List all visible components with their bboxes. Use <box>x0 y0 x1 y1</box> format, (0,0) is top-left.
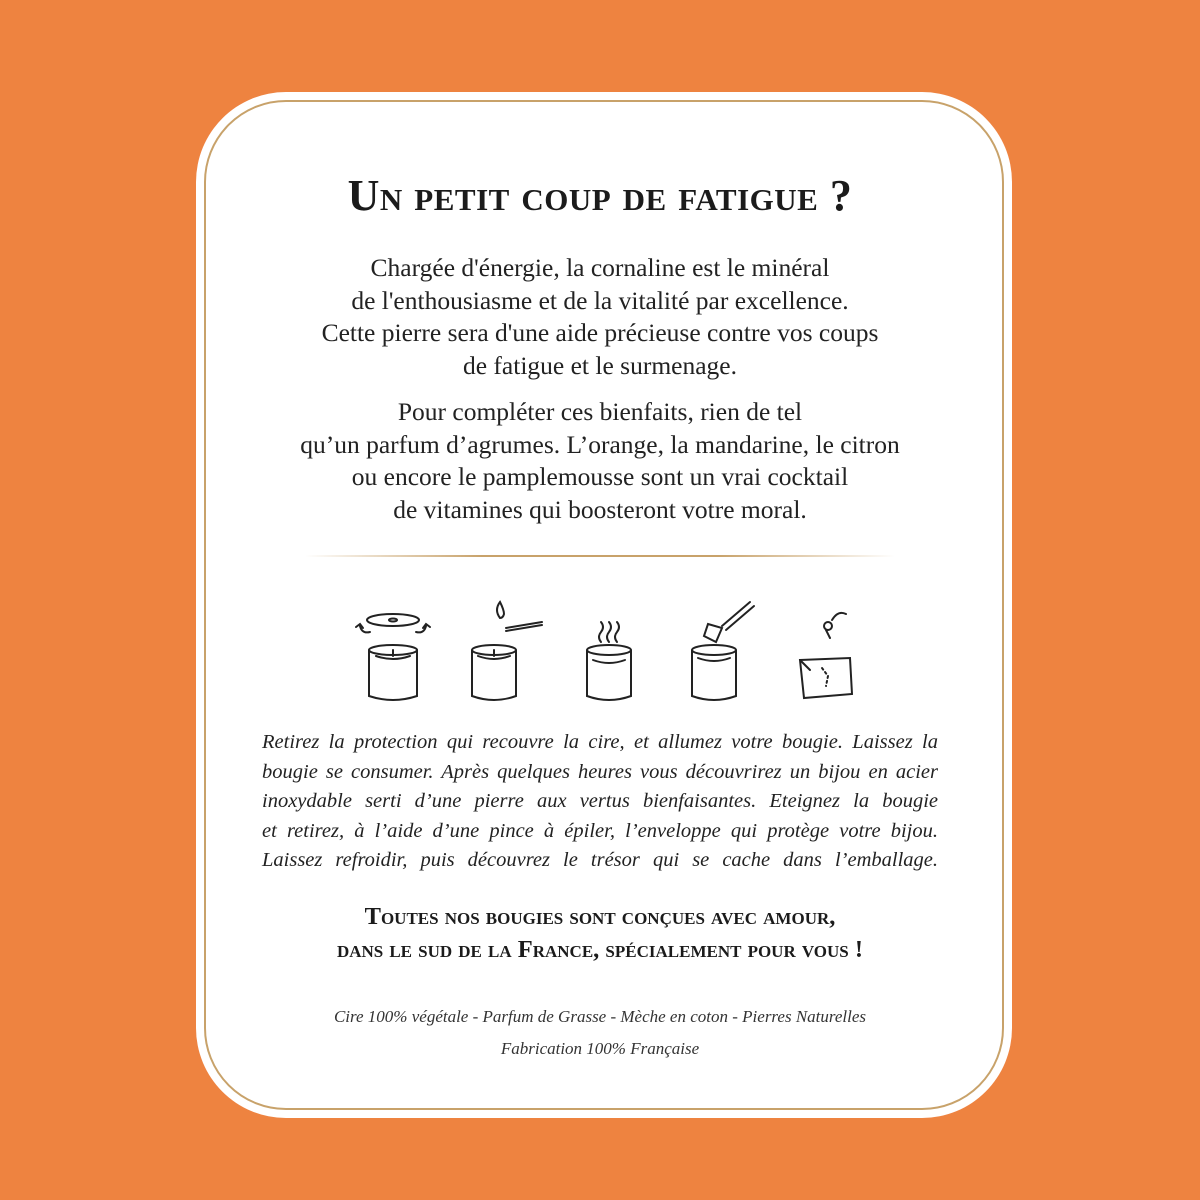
page-title: Un petit coup de fatigue ? <box>347 171 853 220</box>
instruction-line: et retirez, à l’aide d’une pince à épiler, l’enveloppe qui protège votre bijou. <box>262 819 938 842</box>
description-line: Chargée d'énergie, la cornaline est le minéral <box>370 253 830 282</box>
description-paragraph-1 <box>210 252 990 382</box>
instruction-line: Retirez la protection qui recouvre la cire, et allumez votre bougie. Laissez la <box>262 731 938 753</box>
origin-line: Fabrication 100% Française <box>500 1039 700 1058</box>
instruction-icons <box>340 598 880 708</box>
jewel-pouch-icon <box>792 598 872 706</box>
instruction-line: bougie se consumer. Après quelques heures vous découvrirez un bijou en acier <box>262 760 938 783</box>
description-line: ou encore le pamplemousse sont un vrai cocktail <box>351 462 849 491</box>
product-features <box>0 1001 1200 1065</box>
brand-tagline <box>0 900 1200 966</box>
description-line: de vitamines qui boosteront votre moral. <box>393 494 807 524</box>
remove-lid-icon <box>348 598 438 706</box>
description-line: Pour compléter ces bienfaits, rien de tel <box>397 397 803 426</box>
tagline-line: dans le sud de la France, spécialement pour vous ! <box>336 936 864 963</box>
light-candle-icon <box>462 598 552 706</box>
instructions-text <box>262 728 938 876</box>
tagline-line: Toutes nos bougies sont conçues avec amour, <box>364 903 836 930</box>
tweezers-extract-icon <box>684 598 764 706</box>
instruction-line: inoxydable serti d’une pierre aux vertus bienfaisantes. Eteignez la bougie <box>262 790 938 812</box>
features-line: Cire 100% végétale - Parfum de Grasse - Mèche en coton - Pierres Naturelles <box>333 1007 867 1026</box>
burning-candle-icon <box>576 598 646 706</box>
description-line: de l'enthousiasme et de la vitalité par excellence. <box>351 285 849 315</box>
description-line: qu’un parfum d’agrumes. L’orange, la mandarine, le citron <box>300 429 900 459</box>
description-line: de fatigue et le surmenage. <box>462 350 737 380</box>
description-paragraph-2 <box>210 396 990 526</box>
instruction-line: Laissez refroidir, puis découvrez le trésor qui se cache dans l’emballage. <box>262 849 938 871</box>
description-line: Cette pierre sera d'une aide précieuse contre vos coups <box>321 318 879 347</box>
gold-divider <box>305 555 895 557</box>
